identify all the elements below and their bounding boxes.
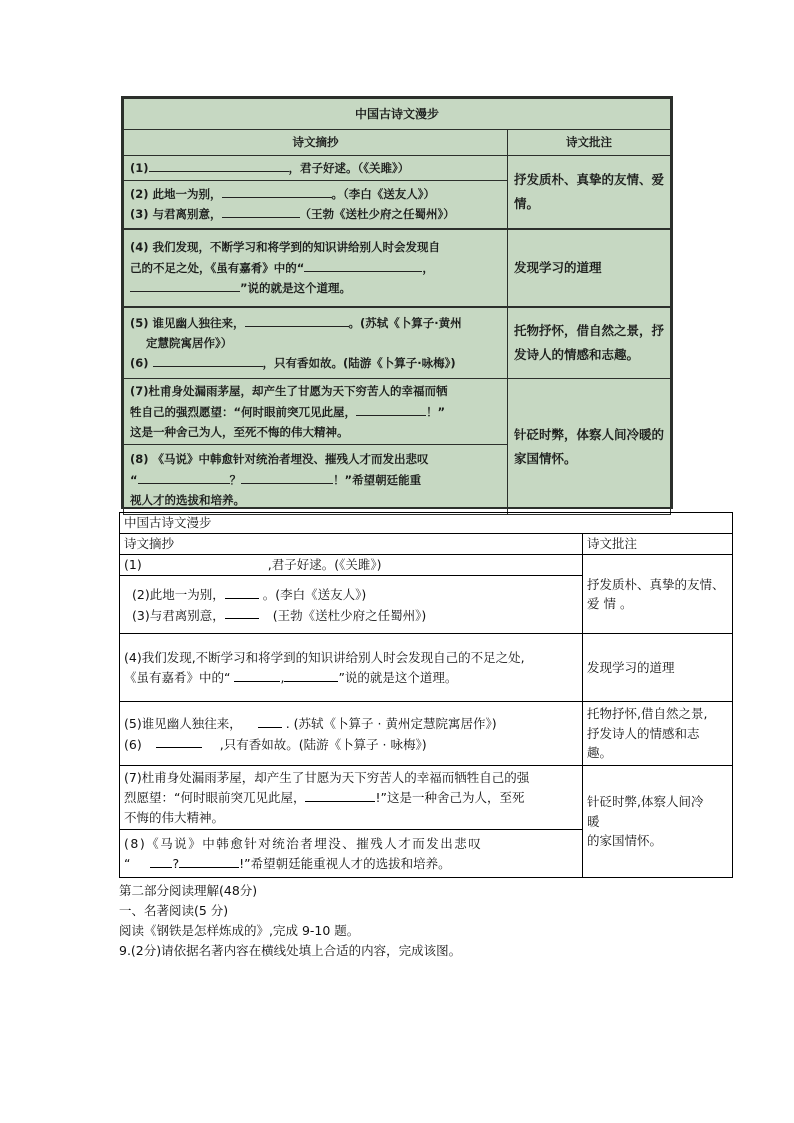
blank [149,159,289,172]
typed-row-5-6: (5)谁见幽人独往来， . (苏轼《卜算子 · 黄州定慧院寓居作》) (6) ,只有香如故。(陆游《卜算子 · 咏梅》) [120,702,583,766]
blank [305,787,375,802]
blank [222,185,332,198]
scan-row-7: (7)杜甫身处漏雨茅屋，却产生了甘愿为天下穷苦人的幸福而牺 牲自己的强烈愿望：“何时眼前突兀见此屋， ！” 这是一种舍己为人，至死不悔的伟大精神。 [124,379,508,445]
blank [245,314,349,327]
scan-row-2-3: (2) 此地一为别， 。（李白《送友人》） (3) 与君离别意， （王勃《送杜少府之任蜀州》） [124,181,508,229]
blank [222,205,300,218]
scan-row-5-6: (5) 谁见幽人独往来， 。(苏轼《卜算子·黄州 定慧院寓居作》） (6) ，只有香如故。(陆游《卜算子·咏梅》) [124,307,508,379]
typed-col-header-excerpt: 诗文摘抄 [120,534,583,555]
blank [304,259,422,272]
blank [138,471,230,484]
typed-row-4: (4)我们发现,不断学习和将学到的知识讲给别人时会发现自己的不足之处, 《虽有嘉肴》中的“ , ”说的就是这个道理。 [120,634,583,702]
blank [150,853,172,868]
blank [284,667,338,682]
typed-note-4: 针砭时弊,体察人间冷 暖 的家国情怀。 [583,766,733,878]
question-9: 9.(2分)请依据名著内容在横线处填上合适的内容，完成该图。 [119,943,462,958]
scan-note-1: 抒发质朴、真挚的友情、爱情。 [508,156,671,229]
blank [234,667,280,682]
typed-col-header-notes: 诗文批注 [583,534,733,555]
blank [258,713,282,728]
scan-row-8: (8) 《马说》中韩愈针对统治者埋没、摧残人才而发出悲叹 “ ？ ！”希望朝廷能重 视人才的选拔和培养。 [124,445,508,515]
scan-col-header-excerpt: 诗文摘抄 [124,130,508,156]
blank [241,471,333,484]
scanned-table [123,98,671,515]
scan-title: 中国古诗文漫步 [124,99,671,130]
typed-row-2-3: (2)此地一为别， 。(李白《送友人》) (3)与君离别意， (王勃《送杜少府之任蜀州》) [120,576,583,634]
typed-title: 中国古诗文漫步 [120,513,733,534]
blank [356,403,426,416]
blank [153,354,263,367]
section-heading-part-two: 第二部分阅读理解(48分) [119,883,258,898]
scanned-table-image [121,96,673,509]
scan-col-header-notes: 诗文批注 [508,130,671,156]
scan-row-1: (1) ，君子好逑。（《关雎》） [124,156,508,181]
typed-note-3: 托物抒怀,借自然之景, 抒发诗人的情感和志 趣。 [583,702,733,766]
scan-note-4: 针砭时弊，体察人间冷暖的家国情怀。 [508,379,671,515]
blank [179,853,239,868]
blank [225,584,259,599]
reading-instruction: 阅读《钢铁是怎样炼成的》,完成 9-10 题。 [119,923,360,938]
scan-row-4: (4) 我们发现，不断学习和将学到的知识讲给别人时会发现自 己的不足之处，《虽有嘉肴》中的“ ， ”说的就是这个道理。 [124,229,508,307]
blank [225,605,259,620]
section-heading-classics: 一、名著阅读(5 分) [119,903,229,918]
typed-table [119,512,733,878]
typed-note-2: 发现学习的道理 [583,634,733,702]
typed-row-8: (8)《马说》中韩愈针对统治者埋没、摧残人才而发出悲叹 “ ? !”希望朝廷能重视人才的选拔和培养。 [120,830,583,878]
typed-row-7: (7)杜甫身处漏雨茅屋，却产生了甘愿为天下穷苦人的幸福而牺牲自己的强 烈愿望：“何时眼前突兀见此屋， !”这是一种舍己为人，至死 不悔的伟大精神。 [120,766,583,830]
scan-note-2: 发现学习的道理 [508,229,671,307]
typed-row-1: (1) ,君子好逑。(《关雎》) [120,555,583,576]
scan-note-3: 托物抒怀，借自然之景，抒发诗人的情感和志趣。 [508,307,671,379]
typed-note-1: 抒发质朴、真挚的友情、 爱 情 。 [583,555,733,634]
blank [156,734,202,749]
blank [130,279,240,292]
